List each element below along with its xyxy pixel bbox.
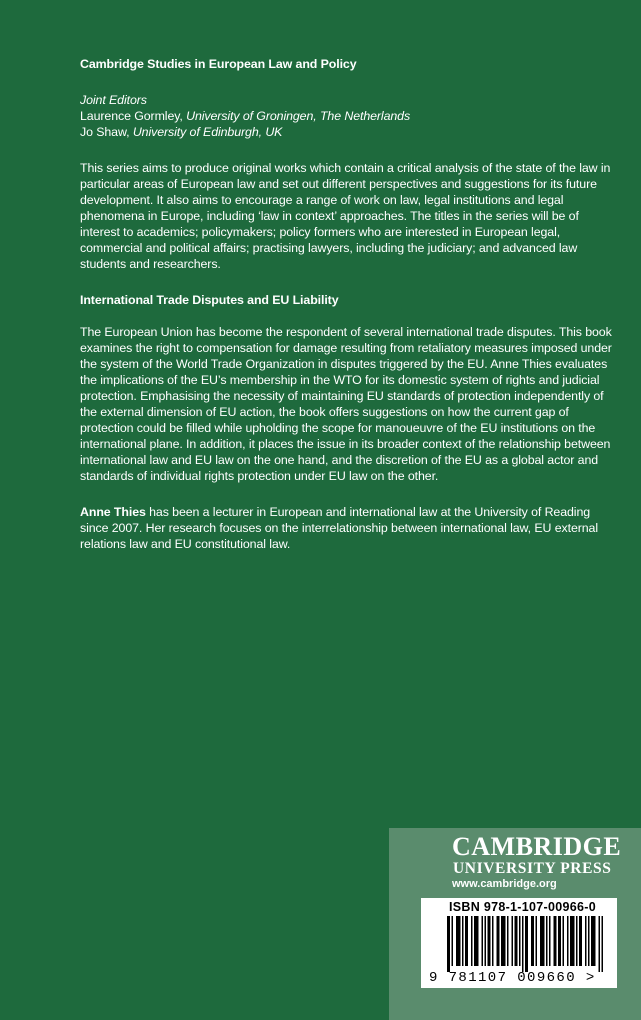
barcode-bar (503, 916, 505, 966)
barcode-bar (533, 916, 535, 966)
barcode-bar (554, 916, 556, 966)
barcode-bar (570, 916, 572, 966)
author-name: Anne Thies (80, 505, 146, 519)
barcode-bar (462, 916, 464, 966)
barcode-bar (489, 916, 491, 966)
publisher-name: CAMBRIDGE (452, 832, 622, 861)
barcode-bar (519, 916, 521, 966)
barcode-bar (588, 916, 590, 966)
barcode-bar (485, 916, 487, 966)
barcode-bar (585, 916, 587, 966)
barcode-bar (594, 916, 596, 966)
series-description: This series aims to produce original works which contain a critical analysis of the state of the law in particular areas of European law and set out different perspectives and suggestions for its future development. It also aims to encourage a range of work on law, legal institutions and legal phenomena in Europe, including ‘law in context’ approaches. The titles in the series will be of interest to academics; policymakers; policy formers who are interested in European legal, commercial and political affairs; practising lawyers, including the judiciary; and advanced law students and researchers. (80, 161, 611, 271)
barcode-bar (576, 916, 578, 966)
barcode-bar (504, 916, 506, 966)
barcode-bar (474, 916, 476, 966)
joint-editors (80, 92, 615, 140)
barcode-bar (543, 916, 545, 966)
back-cover-text (80, 56, 615, 552)
barcode-bar (497, 916, 499, 966)
barcode-bar (498, 916, 500, 966)
barcode-bar (447, 916, 449, 972)
barcode-bar (531, 916, 533, 966)
barcode-bar (579, 916, 581, 966)
barcode-bar (522, 916, 524, 972)
barcode-bar (542, 916, 544, 966)
barcode-bar (488, 916, 490, 966)
editors-label: Joint Editors (80, 93, 147, 107)
barcode-bar (593, 916, 595, 966)
barcode-bar (477, 916, 479, 966)
barcode-bar (449, 916, 451, 972)
barcode-bar (512, 916, 514, 966)
barcode-bar (567, 916, 569, 966)
barcode-bar (516, 916, 518, 966)
editor-name: Jo Shaw, (80, 125, 133, 139)
barcode-bar (560, 916, 562, 966)
barcode-bar (482, 916, 484, 966)
barcode-bar (555, 916, 557, 966)
barcode-bar (572, 916, 574, 966)
barcode-bar (507, 916, 509, 966)
ean-number: 9 781107 009660 > (429, 970, 596, 986)
barcode-bar (546, 916, 548, 966)
barcode-bar (525, 916, 527, 972)
barcode-bar (527, 916, 529, 972)
barcode-bar (467, 916, 469, 966)
isbn-label: ISBN 978-1-107-00966-0 (449, 900, 596, 914)
barcode-bar (452, 916, 454, 966)
barcode-bar (459, 916, 461, 966)
barcode-bar (563, 916, 565, 966)
barcode-bar (558, 916, 560, 966)
book-title: International Trade Disputes and EU Liability (80, 293, 339, 307)
editor-name: Laurence Gormley, (80, 109, 187, 123)
barcode-bar (581, 916, 583, 966)
author-bio (80, 504, 615, 552)
author-bio-text: has been a lecturer in European and international law at the University of Reading since 2007. Her research focuses on the interrelationship between international law, EU external relations law and EU constitutional law. (80, 505, 598, 551)
barcode-icon (447, 916, 607, 972)
series-title: Cambridge Studies in European Law and Policy (80, 57, 357, 71)
cambridge-logo (452, 834, 621, 878)
book-blurb: The European Union has become the respondent of several international trade disputes. This book examines the right to compensation for damage resulting from retaliatory measures imposed under the system of the World Trade Organization in disputes triggered by the EU. Anne Thies evaluates the implications of the EU’s membership in the WTO for its domestic system of rights and judicial protection. Emphasising the necessity of maintaining EU standards of protection independently of the external dimension of EU action, the book offers suggestions on how the current gap of protection could be filled while upholding the scope for manoueuvre of the EU institutions on the international plane. In addition, it places the issue in its broader context of the relationship between international law and EU law on the one hand, and the discretion of the EU as a global actor and standards of individual rights protection under EU law on the other. (80, 325, 612, 483)
barcode-bar (492, 916, 494, 966)
barcode-bar (591, 916, 593, 966)
editor-affiliation: University of Edinburgh, UK (132, 125, 283, 139)
barcode-bar (540, 916, 542, 966)
publisher-subname: UNIVERSITY PRESS (453, 860, 612, 877)
barcode-bar (602, 916, 604, 972)
barcode-bar (456, 916, 458, 966)
barcode-bar (549, 916, 551, 966)
barcode-bar (536, 916, 538, 966)
editor-line (80, 108, 615, 124)
barcode-bar (599, 916, 601, 972)
barcode-bar (515, 916, 517, 966)
barcode-box (421, 898, 617, 988)
barcode-bar (458, 916, 460, 966)
barcode-bar (501, 916, 503, 966)
editor-affiliation: University of Groningen, The Netherlands (186, 109, 411, 123)
barcode-bar (465, 916, 467, 966)
publisher-url: www.cambridge.org (452, 878, 557, 890)
barcode-bar (476, 916, 478, 966)
barcode-bar (573, 916, 575, 966)
barcode-bar (471, 916, 473, 966)
editor-line (80, 124, 615, 140)
